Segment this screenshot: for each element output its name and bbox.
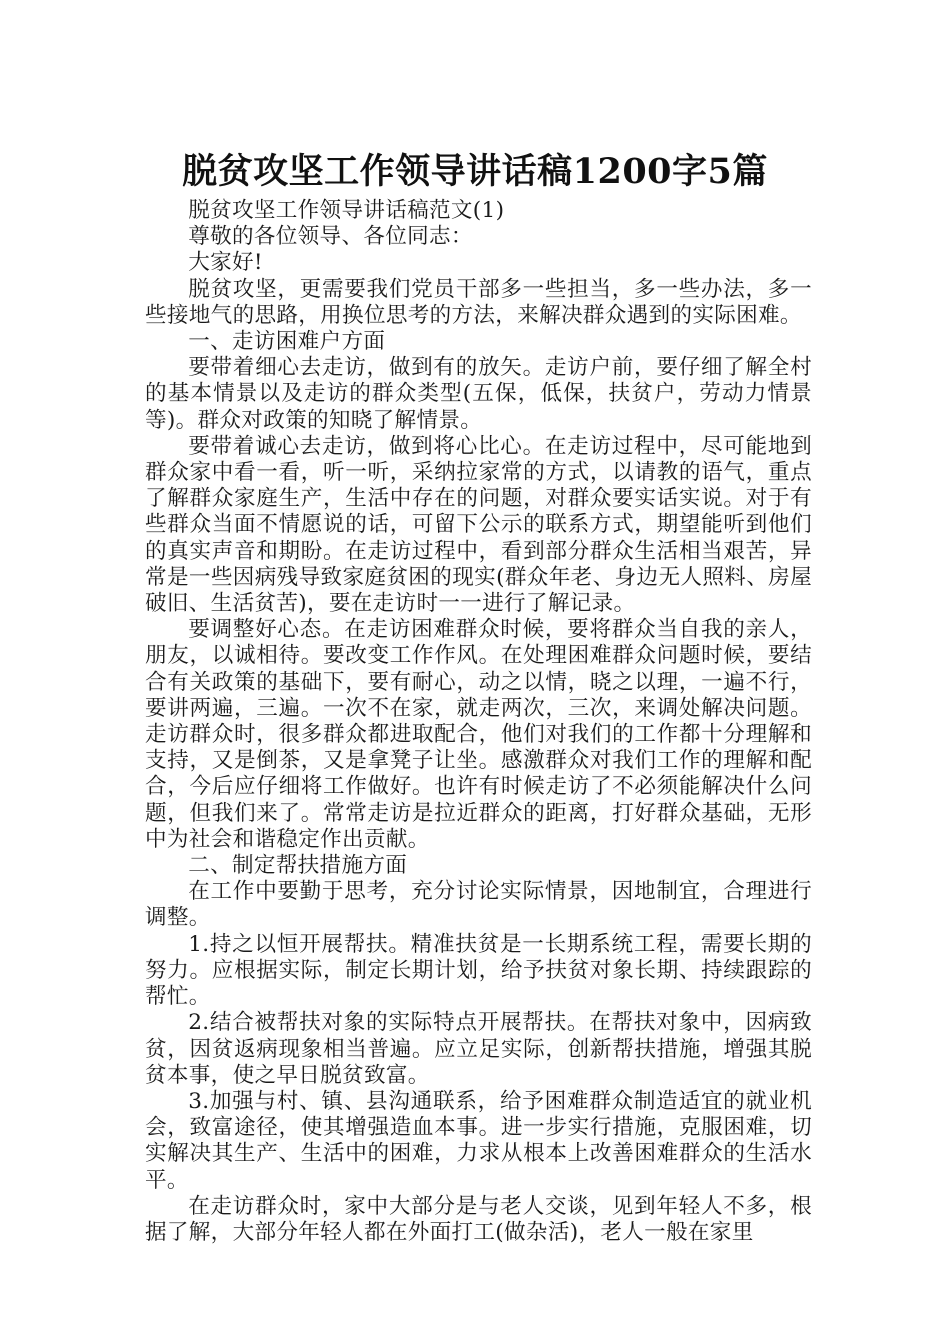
paragraph: 要带着诚心去走访，做到将心比心。在走访过程中，尽可能地到群众家中看一看，听一听，采纳拉家常的方式，以请教的语气，重点了解群众家庭生产，生活中存在的问题，对群众要实话实说。对于有些群众当面不情愿说的话，可留下公示的联系方式，期望能听到他们的真实声音和期盼。在走访过程中，看到部分群众生活相当艰苦，异常是一些因病残导致家庭贫困的现实(群众年老、身边无人照料、房屋破旧、生活贫苦)，要在走访时一一进行了解记录。: [145, 433, 812, 617]
section-heading: 一、走访困难户方面: [188, 329, 386, 355]
document-title: 脱贫攻坚工作领导讲话稿1200字5篇: [182, 151, 768, 193]
section-heading: 二、制定帮扶措施方面: [188, 853, 408, 879]
paragraph: 脱贫攻坚工作领导讲话稿范文(1): [188, 198, 505, 223]
paragraph: 脱贫攻坚，更需要我们党员干部多一些担当，多一些办法，多一些接地气的思路，用换位思考的方法，来解决群众遇到的实际困难。: [145, 276, 812, 328]
paragraph: 要调整好心态。在走访困难群众时候，要将群众当自我的亲人，朋友，以诚相待。要改变工作作风。在处理困难群众问题时候，要结合有关政策的基础下，要有耐心，动之以情，晓之以理，一遍不行，要讲两遍，三遍。一次不在家，就走两次，三次，来调处解决问题。走访群众时，很多群众都进取配合，他们对我们的工作都十分理解和支持，又是倒茶，又是拿凳子让坐。感激群众对我们工作的理解和配合，今后应仔细将工作做好。也许有时候走访了不必须能解决什么问题，但我们来了。常常走访是拉近群众的距离，打好群众基础，无形中为社会和谐稳定作出贡献。: [145, 617, 812, 852]
list-item: 1.持之以恒开展帮扶。精准扶贫是一长期系统工程，需要长期的努力。应根据实际，制定长期计划，给予扶贫对象长期、持续跟踪的帮忙。: [145, 931, 812, 1010]
paragraph: 大家好!: [188, 250, 263, 276]
paragraph: 在走访群众时，家中大部分是与老人交谈，见到年轻人不多，根据了解，大部分年轻人都在外面打工(做杂活)，老人一般在家里: [145, 1193, 812, 1245]
paragraph: 要带着细心去走访，做到有的放矢。走访户前，要仔细了解全村的基本情景以及走访的群众类型(五保，低保，扶贫户，劳动力情景等)。群众对政策的知晓了解情景。: [145, 355, 812, 433]
document-body: [145, 198, 812, 1246]
list-item: 3.加强与村、镇、县沟通联系，给予困难群众制造适宜的就业机会，致富途径，使其增强造血本事。进一步实行措施，克服困难，切实解决其生产、生活中的困难，力求从根本上改善困难群众的生活水平。: [145, 1088, 812, 1193]
list-item: 2.结合被帮扶对象的实际特点开展帮扶。在帮扶对象中，因病致贫，因贫返病现象相当普遍。应立足实际，创新帮扶措施，增强其脱贫本事，使之早日脱贫致富。: [145, 1010, 812, 1088]
paragraph: 尊敬的各位领导、各位同志：: [188, 224, 473, 250]
paragraph: 在工作中要勤于思考，充分讨论实际情景，因地制宜，合理进行调整。: [145, 879, 812, 931]
